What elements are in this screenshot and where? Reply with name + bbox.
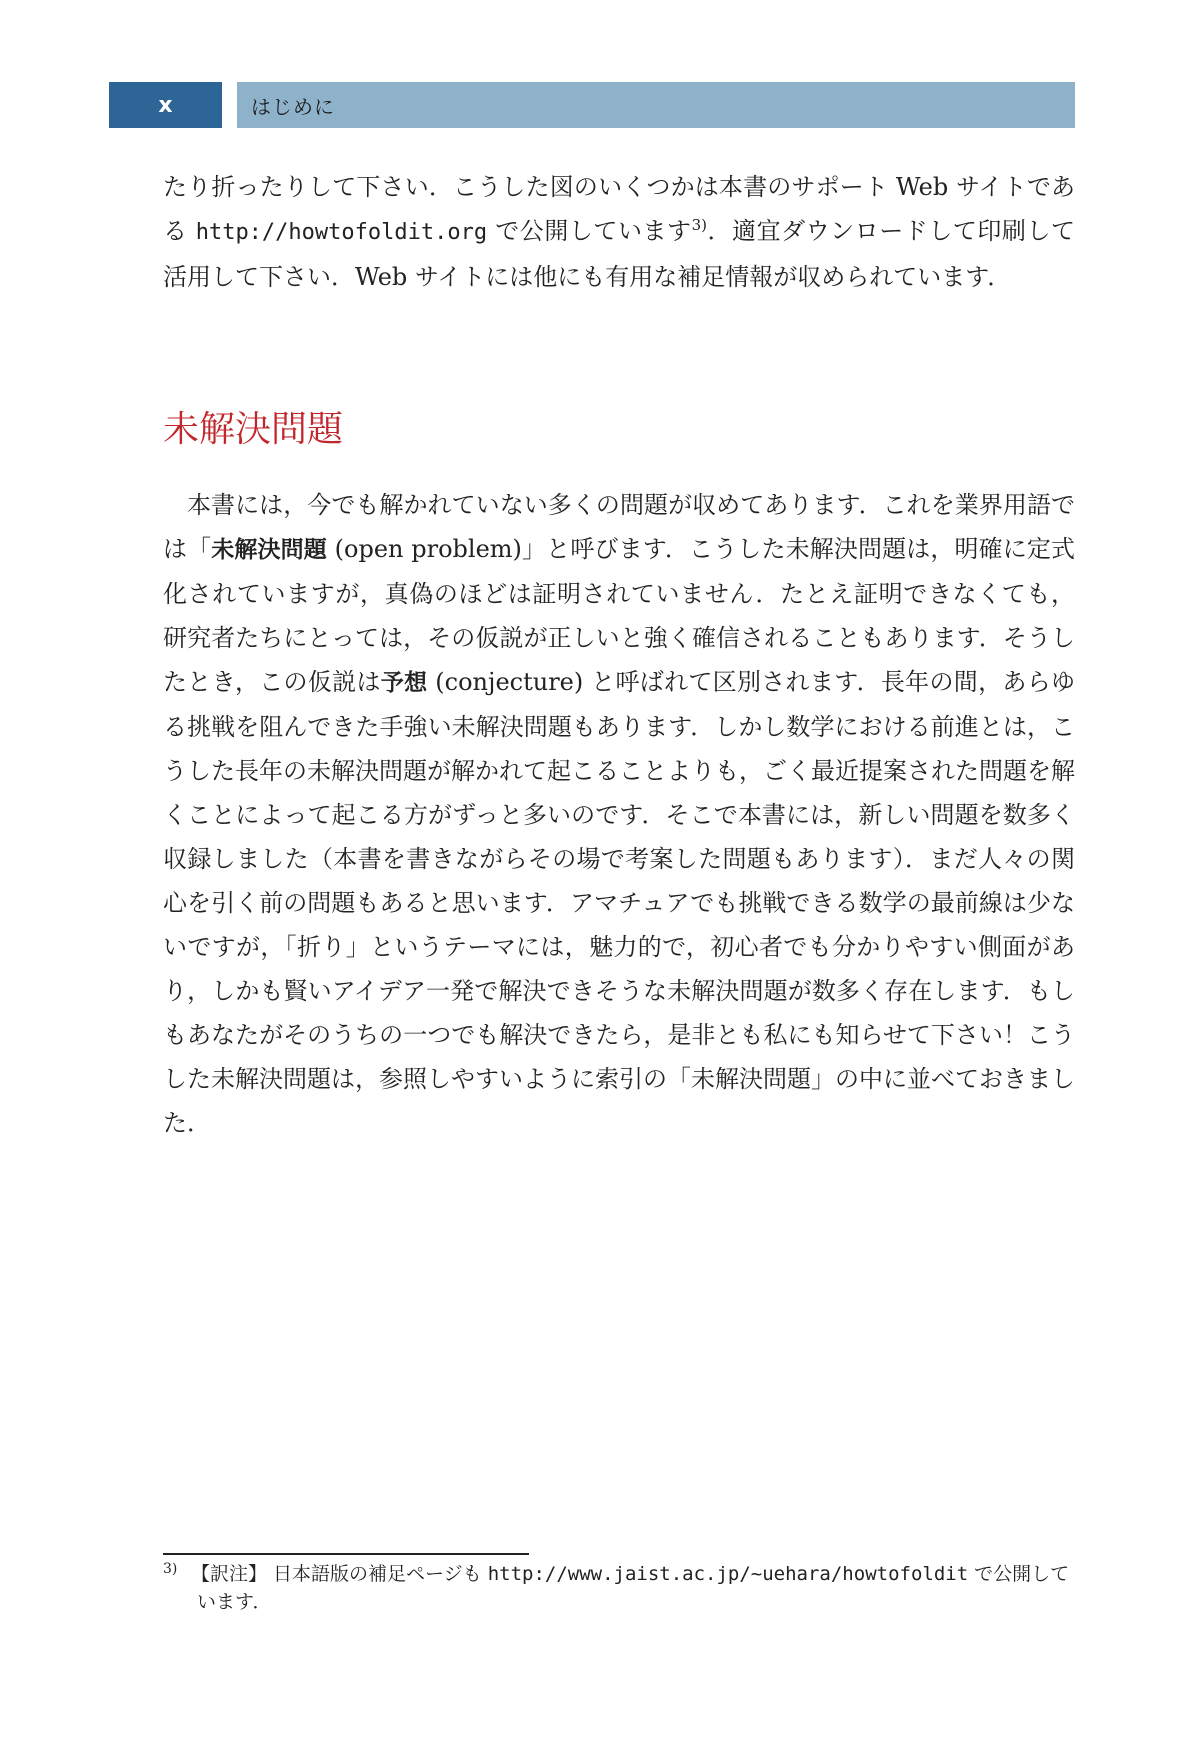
- section-text-2: (open problem)」と呼びます．こうした未解決問題は，明確に定式化されていますが，真偽のほどは証明されていません．たとえ証明できなくても，研究者たちにとっては，その仮説が正しいと強く確信されることもあります．そうしたとき，この仮説は: [163, 535, 1076, 696]
- footnote-divider: [163, 1553, 529, 1555]
- footnote-text-2: で公開しています．: [197, 1563, 1070, 1613]
- term-open-problem: 未解決問題: [211, 537, 327, 563]
- section-text-1: 本書には，今でも解かれていない多くの問題が収めてあります．これを業界用語では「: [163, 491, 1075, 563]
- footnote: 3) 【訳注】 日本語版の補足ページも http://www.jaist.ac.jp/~uehara/howtofoldit で公開しています．: [163, 1560, 1070, 1613]
- intro-text-3: ．適宜ダウンロードして印刷して活用して下さい．Web サイトには他にも有用な補足情報が収められています．: [163, 217, 1075, 291]
- running-header-chapter-title: はじめに: [237, 82, 1075, 128]
- intro-text-1: たり折ったりして下さい．こうした図のいくつかは本書のサポート Web サイトである: [163, 173, 1075, 245]
- section-title: 未解決問題: [163, 409, 344, 450]
- term-conjecture: 予想: [380, 670, 428, 696]
- section-text-3: (conjecture) と呼ばれて区別されます．長年の間，あらゆる挑戦を阻んできた手強い未解決問題もあります．しかし数学における前進とは，こうした長年の未解決問題が解かれて起こることよりも，ごく最近提案された問題を解くことによって起こる方がずっと多いのです．そこで本書には，新しい問題を数多く収録しました（本書を書きながらその場で考案した問題もあります）．まだ人々の関心を引く前の問題もあると思います．アマチュアでも挑戦できる数学の最前線は少ないですが，「折り」というテーマには，魅力的で，初心者でも分かりやすい側面があり，しかも賢いアイデア一発で解決できそうな未解決問題が数多く存在します．もしもあなたがそのうちの一つでも解決できたら，是非とも私にも知らせて下さい！こうした未解決問題は，参照しやすいように索引の「未解決問題」の中に並べておきました．: [163, 668, 1075, 1137]
- intro-text-2: で公開しています: [487, 217, 692, 245]
- section-paragraph: [163, 483, 1075, 1145]
- page-number: x: [109, 82, 222, 128]
- footnote-text-1: 【訳注】 日本語版の補足ページも: [191, 1563, 488, 1585]
- support-site-url: http://howtofoldit.org: [195, 220, 488, 245]
- intro-paragraph: [163, 165, 1075, 299]
- footnote-url: http://www.jaist.ac.jp/~uehara/howtofoldit: [487, 1563, 969, 1585]
- footnote-reference: 3): [691, 216, 707, 234]
